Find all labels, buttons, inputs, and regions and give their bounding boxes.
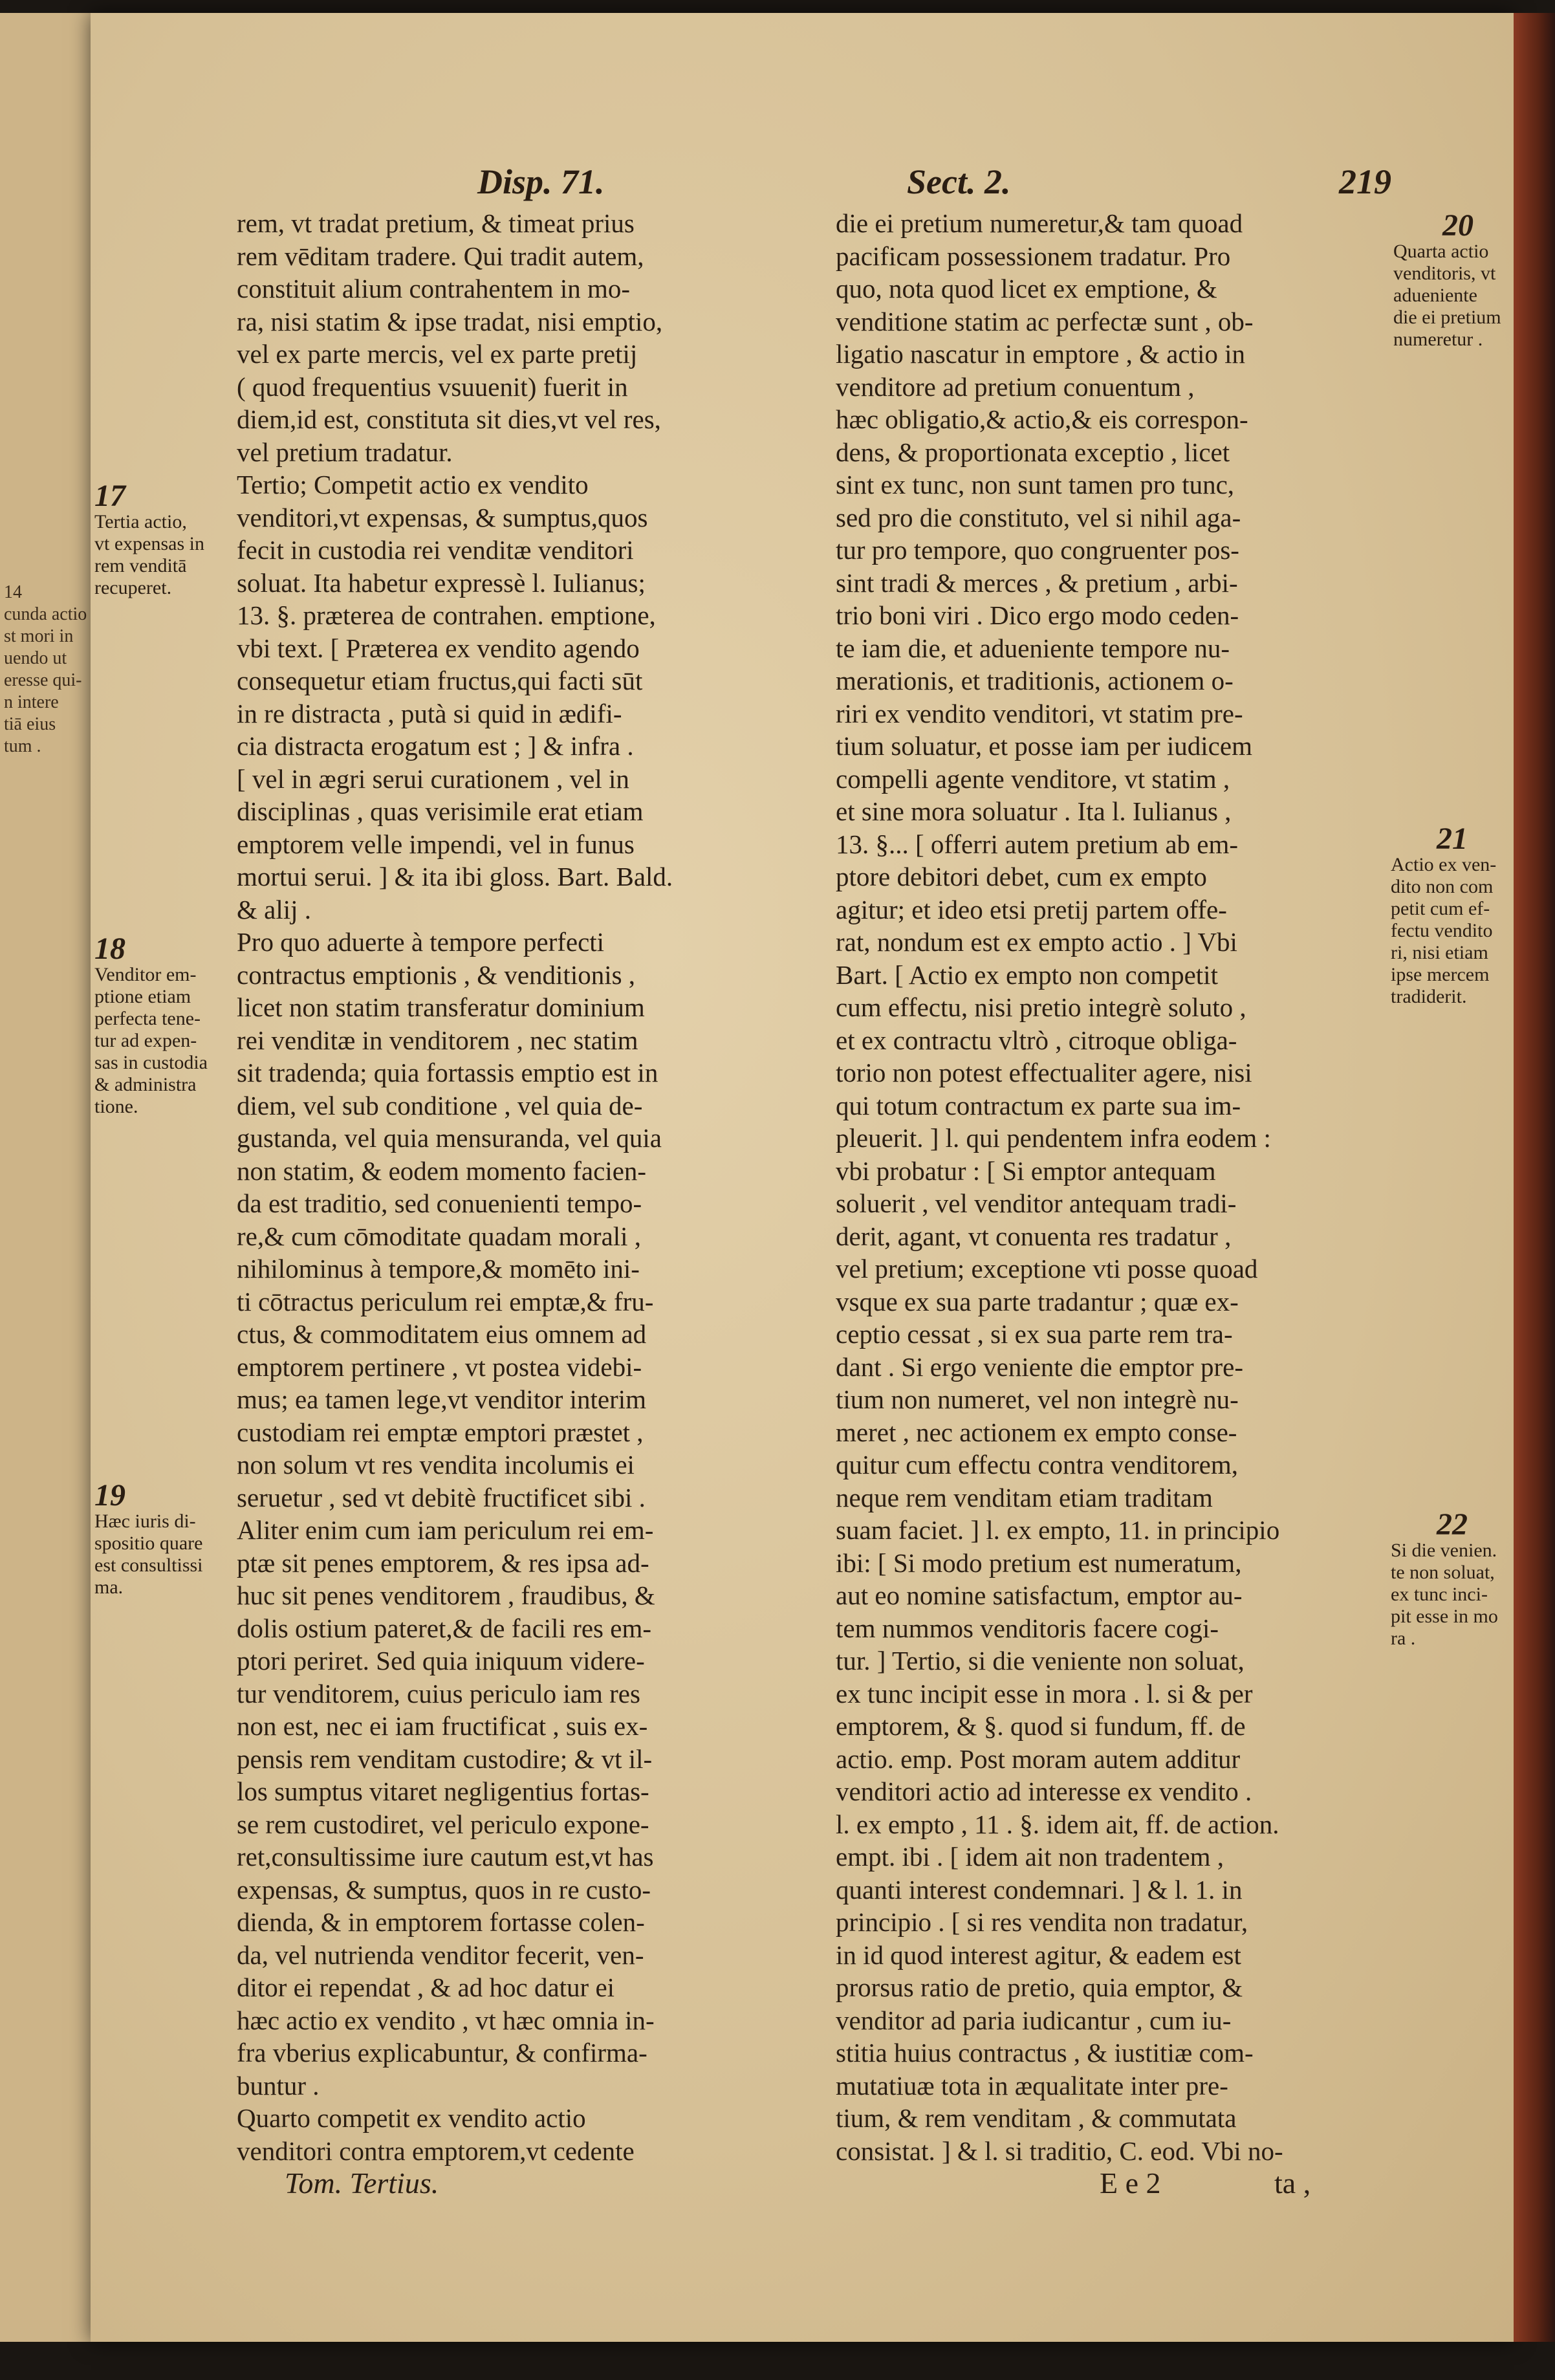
- prev-page-fragment: tiā eius: [4, 714, 56, 734]
- text-line: tium, & rem venditam , & commutata: [836, 2103, 1237, 2133]
- text-line: trio boni viri . Dico ergo modo ceden-: [836, 600, 1239, 630]
- header-disputation: Disp. 71.: [477, 162, 605, 201]
- text-line: custodiam rei emptæ emptori præstet ,: [237, 1417, 644, 1447]
- text-line: constituit alium contrahentem in mo-: [237, 274, 631, 303]
- margin-note-text: Quarta actio venditoris, vt adueniente die ei pretium numeretur .: [1393, 241, 1501, 350]
- prev-page-fragment: n intere: [4, 692, 59, 712]
- text-line: mutatiuæ tota in æqualitate inter pre-: [836, 2070, 1228, 2101]
- text-line: venditore ad pretium conuentum ,: [836, 371, 1195, 402]
- text-line: ibi: [ Si modo pretium est numeratum,: [836, 1547, 1242, 1578]
- text-line: die ei pretium numeretur,& tam quoad: [836, 208, 1243, 238]
- text-line: los sumptus vitaret negligentius fortas-: [237, 1776, 649, 1806]
- text-line: principio . [ si res vendita non tradatur,: [836, 1907, 1248, 1937]
- text-line: non solum vt res vendita incolumis ei: [237, 1450, 635, 1479]
- text-line: vbi text. [ Præterea ex vendito agendo: [237, 633, 640, 663]
- text-line: ti cōtractus periculum rei emptæ,& fru-: [237, 1286, 654, 1316]
- text-line: 13. §. præterea de contrahen. emptione,: [237, 600, 656, 630]
- text-line: sint tradi & merces , & pretium , arbi-: [836, 567, 1238, 598]
- text-line: non statim, & eodem momento facien-: [237, 1155, 647, 1186]
- text-line: prorsus ratio de pretio, quia emptor, &: [836, 1972, 1243, 2002]
- text-line: agitur; et ideo etsi pretij partem offe-: [836, 894, 1227, 924]
- text-line: disciplinas , quas verisimile erat etiam: [237, 796, 644, 826]
- running-header: [91, 162, 1514, 213]
- text-line: ptæ sit penes emptorem, & res ipsa ad-: [237, 1547, 649, 1578]
- text-line: non est, nec ei iam fructificat , suis ex-: [237, 1711, 648, 1741]
- text-line: tem nummos venditoris facere cogi-: [836, 1613, 1219, 1643]
- text-line: sit tradenda; quia fortassis emptio est in: [237, 1058, 658, 1087]
- footer-catchword: ta ,: [1274, 2167, 1311, 2200]
- margin-note-text: Hæc iuris di- spositio quare est consultissi ma.: [94, 1511, 203, 1598]
- text-line: venditori actio ad interesse ex vendito .: [836, 1776, 1252, 1806]
- prev-page-fragment: tum .: [4, 736, 41, 756]
- text-line: emptorem pertinere , vt postea videbi-: [237, 1351, 642, 1382]
- text-line: dolis ostium pateret,& de facili res em-: [237, 1613, 652, 1643]
- text-line: tium non numeret, vel non integrè nu-: [836, 1384, 1239, 1414]
- text-line: rem, vt tradat pretium, & timeat prius: [237, 208, 635, 238]
- text-line: hæc obligatio,& actio,& eis correspon-: [836, 404, 1248, 434]
- text-line: Pro quo aduerte à tempore perfecti: [237, 927, 605, 957]
- margin-note-22: [1391, 1507, 1514, 1650]
- text-line: venditori,vt expensas, & sumptus,quos: [237, 502, 648, 532]
- text-line: vel pretium tradatur.: [237, 437, 453, 467]
- text-line: nihilominus à tempore,& momēto ini-: [237, 1254, 640, 1283]
- text-line: pensis rem venditam custodire; & vt il-: [237, 1743, 653, 1774]
- text-line: da, vel nutrienda venditor fecerit, ven-: [237, 1939, 644, 1970]
- text-line: empt. ibi . [ idem ait non tradentem ,: [836, 1842, 1224, 1872]
- margin-note-number: 22: [1437, 1507, 1468, 1542]
- text-line: mus; ea tamen lege,vt venditor interim: [237, 1384, 647, 1414]
- margin-note-text: Si die venien. te non soluat, ex tunc inci- pit esse in mo ra .: [1391, 1540, 1498, 1649]
- text-line: diem, vel sub conditione , vel quia de-: [237, 1090, 643, 1120]
- text-line: ret,consultissime iure cautum est,vt has: [237, 1842, 654, 1872]
- right-text-column: [836, 207, 1387, 2167]
- margin-note-19: [94, 1478, 234, 1599]
- text-line: vel pretium; exceptione vti posse quoad: [836, 1254, 1258, 1283]
- text-line: fra vberius explicabuntur, & confirma-: [237, 2038, 647, 2068]
- text-line: licet non statim transferatur dominium: [237, 992, 645, 1022]
- text-line: contractus emptionis , & venditionis ,: [237, 959, 636, 990]
- text-line: ex tunc incipit esse in mora . l. si & per: [836, 1678, 1253, 1709]
- text-line: emptorem, & §. quod si fundum, ff. de: [836, 1711, 1246, 1741]
- text-line: dens, & proportionata exceptio , licet: [836, 437, 1230, 467]
- text-line: expensas, & sumptus, quos in re custo-: [237, 1874, 651, 1905]
- text-line: tur pro tempore, quo congruenter pos-: [836, 535, 1239, 565]
- margin-note-text: Tertia actio, vt expensas in rem venditā recuperet.: [94, 511, 204, 598]
- text-line: buntur .: [237, 2070, 320, 2101]
- text-line: sed pro die constituto, vel si nihil aga-: [836, 502, 1241, 532]
- text-line: fecit in custodia rei venditæ venditori: [237, 535, 634, 565]
- prev-page-fragment: eresse qui-: [4, 670, 82, 690]
- text-line: ( quod frequentius vsuuenit) fuerit in: [237, 371, 628, 402]
- text-line: Aliter enim cum iam periculum rei em-: [237, 1515, 654, 1545]
- text-line: consequetur etiam fructus,qui facti sūt: [237, 666, 643, 695]
- text-line: vel ex parte mercis, vel ex parte pretij: [237, 339, 638, 369]
- text-line: seruetur , sed vt debitè fructificet sibi .: [237, 1482, 646, 1512]
- margin-note-18: [94, 932, 234, 1118]
- previous-page-edge: [0, 13, 93, 2342]
- text-line: [ vel in ægri serui curationem , vel in: [237, 763, 629, 794]
- text-line: ctus, & commoditatem eius omnem ad: [237, 1319, 647, 1349]
- margin-note-text: Actio ex ven- dito non com petit cum ef- fectu vendito ri, nisi etiam ipse mercem tradiderit.: [1391, 854, 1497, 1007]
- text-line: tur venditorem, cuius periculo iam res: [237, 1678, 640, 1709]
- prev-page-fragment: cunda actio: [4, 604, 87, 624]
- text-line: soluerit , vel venditor antequam tradi-: [836, 1188, 1237, 1218]
- text-line: tur. ] Tertio, si die veniente non soluat,: [836, 1646, 1245, 1676]
- text-line: re,& cum cōmoditate quadam morali ,: [237, 1221, 642, 1251]
- text-line: suam faciet. ] l. ex empto, 11. in principio: [836, 1515, 1280, 1545]
- text-line: et ex contractu vltrò , citroque obliga-: [836, 1025, 1237, 1055]
- text-line: hæc actio ex vendito , vt hæc omnia in-: [237, 2005, 655, 2035]
- text-line: rat, nondum est ex empto actio . ] Vbi: [836, 927, 1237, 957]
- text-line: venditori contra emptorem,vt cedente: [237, 2135, 635, 2166]
- text-line: quanti interest condemnari. ] & l. 1. in: [836, 1874, 1243, 1905]
- text-line: ceptio cessat , si ex sua parte rem tra-: [836, 1319, 1233, 1349]
- text-line: dienda, & in emptorem fortasse colen-: [237, 1907, 645, 1937]
- text-line: derit, agant, vt conuenta res tradatur ,: [836, 1221, 1232, 1251]
- margin-note-number: 20: [1442, 208, 1473, 243]
- text-line: Bart. [ Actio ex empto non competit: [836, 959, 1218, 990]
- margin-note-17: [94, 479, 234, 599]
- margin-note-number: 18: [94, 932, 125, 966]
- text-line: 13. §... [ offerri autem pretium ab em-: [836, 829, 1239, 859]
- text-line: gustanda, vel quia mensuranda, vel quia: [237, 1123, 662, 1153]
- text-line: vbi probatur : [ Si emptor antequam: [836, 1155, 1216, 1186]
- text-line: l. ex empto , 11 . §. idem ait, ff. de action.: [836, 1809, 1279, 1839]
- margin-note-20: [1393, 208, 1523, 351]
- left-text-column: [237, 207, 827, 2167]
- book-page: [91, 13, 1514, 2342]
- text-line: quitur cum effectu contra venditorem,: [836, 1450, 1238, 1479]
- margin-note-number: 17: [94, 479, 125, 513]
- text-line: ptore debitori debet, cum ex empto: [836, 862, 1207, 891]
- text-line: rei venditæ in venditorem , nec statim: [237, 1025, 638, 1055]
- text-line: Quarto competit ex vendito actio: [237, 2103, 586, 2133]
- page-number: 219: [1339, 162, 1391, 201]
- text-line: se rem custodiret, vel periculo expone-: [237, 1809, 649, 1839]
- text-line: in re distracta , putà si quid in ædifi-: [237, 698, 622, 728]
- text-line: aut eo nomine satisfactum, emptor au-: [836, 1580, 1243, 1610]
- text-line: venditor ad paria iudicantur , cum iu-: [836, 2005, 1232, 2035]
- text-line: & alij .: [237, 894, 312, 924]
- text-line: da est traditio, sed conuenienti tempo-: [237, 1188, 642, 1218]
- text-line: emptorem velle impendi, vel in funus: [237, 829, 635, 859]
- text-line: Tertio; Competit actio ex vendito: [237, 470, 589, 499]
- prev-page-fragment: st mori in: [4, 626, 74, 646]
- text-line: torio non potest effectualiter agere, nisi: [836, 1058, 1252, 1087]
- text-line: vsque ex sua parte tradantur ; quæ ex-: [836, 1286, 1239, 1316]
- text-line: riri ex vendito venditori, vt statim pre-: [836, 698, 1243, 728]
- text-line: pacificam possessionem tradatur. Pro: [836, 241, 1231, 271]
- text-line: stitia huius contractus , & iustitiæ com-: [836, 2038, 1254, 2068]
- page-edge: [1514, 13, 1555, 2342]
- text-line: compelli agente venditore, vt statim ,: [836, 763, 1230, 794]
- text-line: mortui serui. ] & ita ibi gloss. Bart. Bald.: [237, 862, 673, 891]
- margin-note-number: 21: [1437, 822, 1468, 856]
- margin-note-21: [1391, 822, 1514, 1008]
- text-line: cia distracta erogatum est ; ] & infra .: [237, 731, 634, 761]
- header-section: Sect. 2.: [907, 162, 1011, 201]
- text-line: quo, nota quod licet ex emptione, &: [836, 274, 1217, 303]
- text-line: merationis, et traditionis, actionem o-: [836, 666, 1234, 695]
- text-line: actio. emp. Post moram autem additur: [836, 1743, 1241, 1774]
- text-line: consistat. ] & l. si traditio, C. eod. Vbi no-: [836, 2135, 1283, 2166]
- text-line: venditione statim ac perfectæ sunt , ob-: [836, 306, 1254, 336]
- text-line: qui totum contractum ex parte sua im-: [836, 1090, 1241, 1120]
- footer-volume: Tom. Tertius.: [285, 2167, 439, 2200]
- text-line: te iam die, et adueniente tempore nu-: [836, 633, 1230, 663]
- text-line: tium soluatur, et posse iam per iudicem: [836, 731, 1252, 761]
- text-line: ditor ei rependat , & ad hoc datur ei: [237, 1972, 615, 2002]
- text-line: meret , nec actionem ex empto conse-: [836, 1417, 1237, 1447]
- text-line: neque rem venditam etiam traditam: [836, 1482, 1213, 1512]
- margin-note-number: 19: [94, 1478, 125, 1512]
- text-line: pleuerit. ] l. qui pendentem infra eodem :: [836, 1123, 1271, 1153]
- text-line: et sine mora soluatur . Ita l. Iulianus ,: [836, 796, 1232, 826]
- text-line: huc sit penes venditorem , fraudibus, &: [237, 1580, 655, 1610]
- text-line: dant . Si ergo veniente die emptor pre-: [836, 1351, 1243, 1382]
- text-line: sint ex tunc, non sunt tamen pro tunc,: [836, 470, 1235, 499]
- margin-note-text: Venditor em- ptione etiam perfecta tene- tur ad expen- sas in custodia & administra tione.: [94, 964, 208, 1117]
- text-line: diem,id est, constituta sit dies,vt vel res,: [237, 404, 661, 434]
- prev-page-fragment: 14: [4, 582, 22, 602]
- prev-page-fragment: uendo ut: [4, 648, 67, 668]
- text-line: in id quod interest agitur, & eadem est: [836, 1939, 1241, 1970]
- text-line: cum effectu, nisi pretio integrè soluto ,: [836, 992, 1246, 1022]
- footer-signature: E e 2: [1100, 2167, 1161, 2200]
- text-line: rem vēditam tradere. Qui tradit autem,: [237, 241, 644, 271]
- text-line: ra, nisi statim & ipse tradat, nisi emptio,: [237, 306, 663, 336]
- text-line: ligatio nascatur in emptore , & actio in: [836, 339, 1246, 369]
- text-line: soluat. Ita habetur expressè l. Iulianus;: [237, 567, 646, 598]
- text-line: ptori periret. Sed quia iniquum videre-: [237, 1646, 645, 1676]
